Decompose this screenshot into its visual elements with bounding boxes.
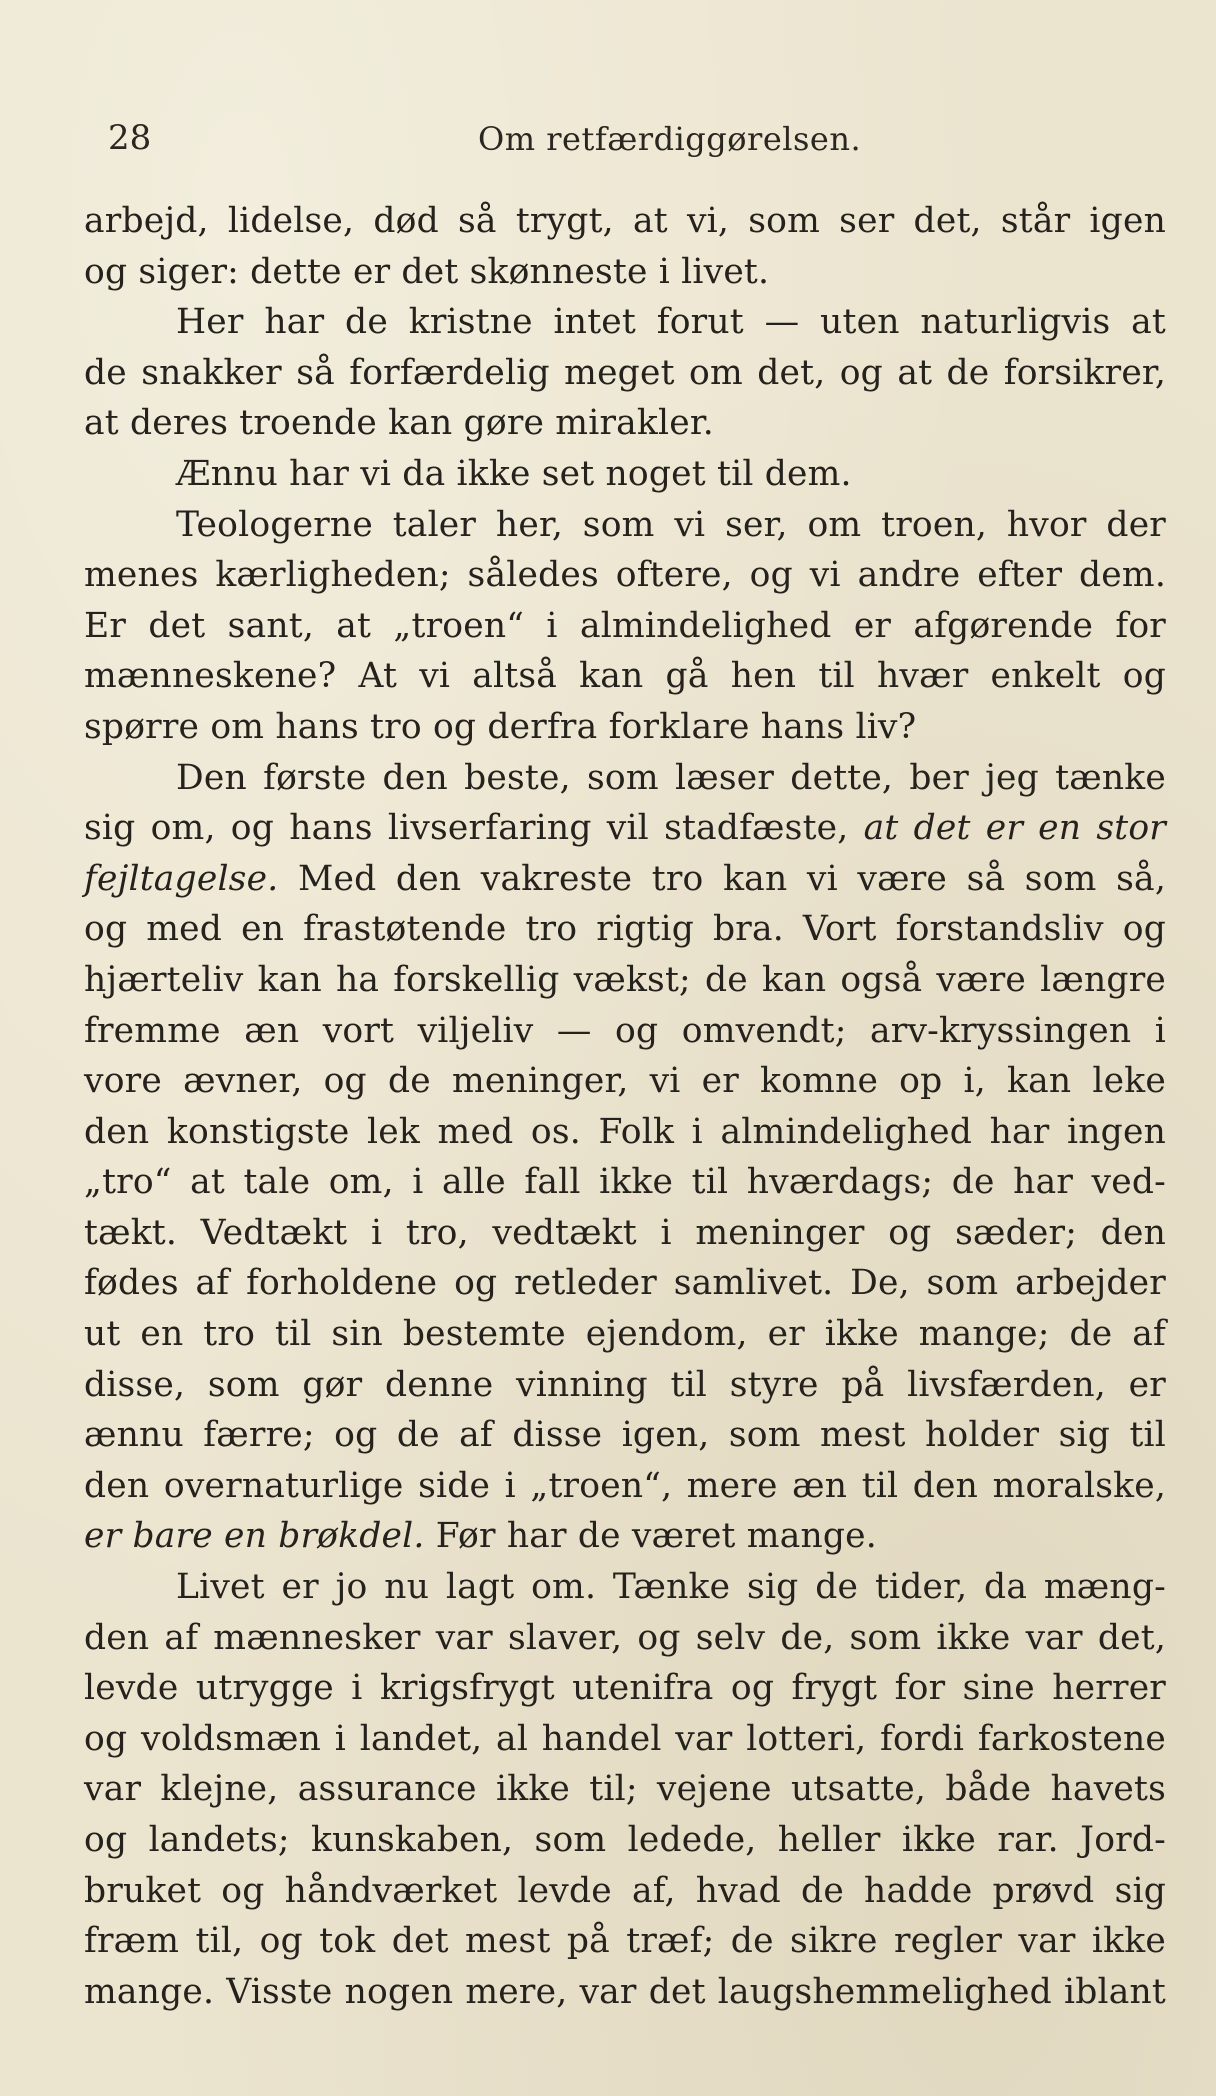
text-line: de snakker så forfærdelig meget om det, og at de forsikrer, [84, 352, 1166, 393]
text-line: og landets; kunskaben, som ledede, heller ikke rar. Jord- [84, 1820, 1166, 1860]
text-line: ut en tro til sin bestemte ejendom, er ikke mange; de af [84, 1314, 1166, 1355]
text-line: og med en frastøtende tro rigtig bra. Vort forstandsliv og [84, 909, 1166, 950]
text-line: Den første den beste, som læser dette, ber jeg tænke [176, 757, 1166, 798]
emphasis: at det er en stor [863, 808, 1166, 849]
text-line: mange. Visste nogen mere, var det laugshemmelighed iblant [84, 1971, 1166, 2012]
text-line: at deres troende kan gøre mirakler. [84, 403, 714, 444]
running-head [108, 118, 1168, 178]
text-line: den overnaturlige side i „troen“, mere æn til den moralske, [84, 1465, 1166, 1506]
text-line: ænnu færre; og de af disse igen, som mest holder sig til [84, 1415, 1166, 1456]
text-line: Er det sant, at „troen“ i almindelighed er afgørende for [84, 605, 1166, 646]
text-line: fødes af forholdene og retleder samlivet. De, som arbejder [84, 1263, 1166, 1304]
text-line: hjærteliv kan ha forskellig vækst; de kan også være længre [84, 959, 1166, 1000]
text-line: den konstigste lek med os. Folk i almindelighed har ingen [84, 1111, 1166, 1152]
emphasis: er bare en brøkdel. [84, 1516, 425, 1557]
text-line: og siger: dette er det skønneste i livet. [84, 251, 770, 292]
emphasis: fejltagelse. [84, 858, 279, 899]
body-text [84, 196, 1166, 2017]
text-line: mænneskene? At vi altså kan gå hen til hvær enkelt og [84, 656, 1166, 697]
text-line: Livet er jo nu lagt om. Tænke sig de tider, da mæng- [176, 1567, 1166, 1608]
text-line: tækt. Vedtækt i tro, vedtækt i meninger og sæder; den [84, 1212, 1166, 1253]
text-line: vore ævner, og de meninger, vi er komne op i, kan leke [84, 1061, 1166, 1102]
text-line: og voldsmæn i landet, al handel var lotteri, fordi farkostene [84, 1718, 1166, 1759]
text-line: Ænnu har vi da ikke set noget til dem. [176, 453, 852, 494]
text-line: levde utrygge i krigsfrygt utenifra og frygt for sine herrer [84, 1668, 1166, 1709]
running-title: Om retfærdiggørelsen. [478, 120, 862, 158]
text-line: spørre om hans tro og derfra forklare hans liv? [84, 706, 917, 747]
text-line: arbejd, lidelse, død så trygt, at vi, som ser det, står igen [84, 201, 1166, 241]
text-line: var klejne, assurance ikke til; vejene utsatte, både havets [84, 1769, 1166, 1810]
text-line: den af mænnesker var slaver, og selv de, som ikke var det, [84, 1617, 1166, 1658]
page-number: 28 [108, 118, 152, 158]
text-line: fræm til, og tok det mest på træf; de sikre regler var ikke [84, 1921, 1166, 1962]
text-line: bruket og håndværket levde af, hvad de hadde prøvd sig [84, 1870, 1166, 1911]
text-line: disse, som gør denne vinning til styre på livsfærden, er [84, 1364, 1166, 1405]
text-line: Teologerne taler her, som vi ser, om troen, hvor der [176, 504, 1166, 545]
text-line: „tro“ at tale om, i alle fall ikke til hværdags; de har ved- [84, 1162, 1166, 1203]
text-line: er bare en brøkdel. Før har de været mange. [84, 1516, 877, 1557]
text-line: Her har de kristne intet forut — uten naturligvis at [176, 302, 1166, 343]
text-line: sig om, og hans livserfaring vil stadfæste, at det er en stor [84, 808, 1166, 849]
text-line: menes kærligheden; således oftere, og vi andre efter dem. [84, 555, 1166, 596]
text-line: fejltagelse. Med den vakreste tro kan vi være så som så, [84, 858, 1166, 899]
text-line: fremme æn vort viljeliv — og omvendt; arv-kryssingen i [84, 1010, 1166, 1051]
